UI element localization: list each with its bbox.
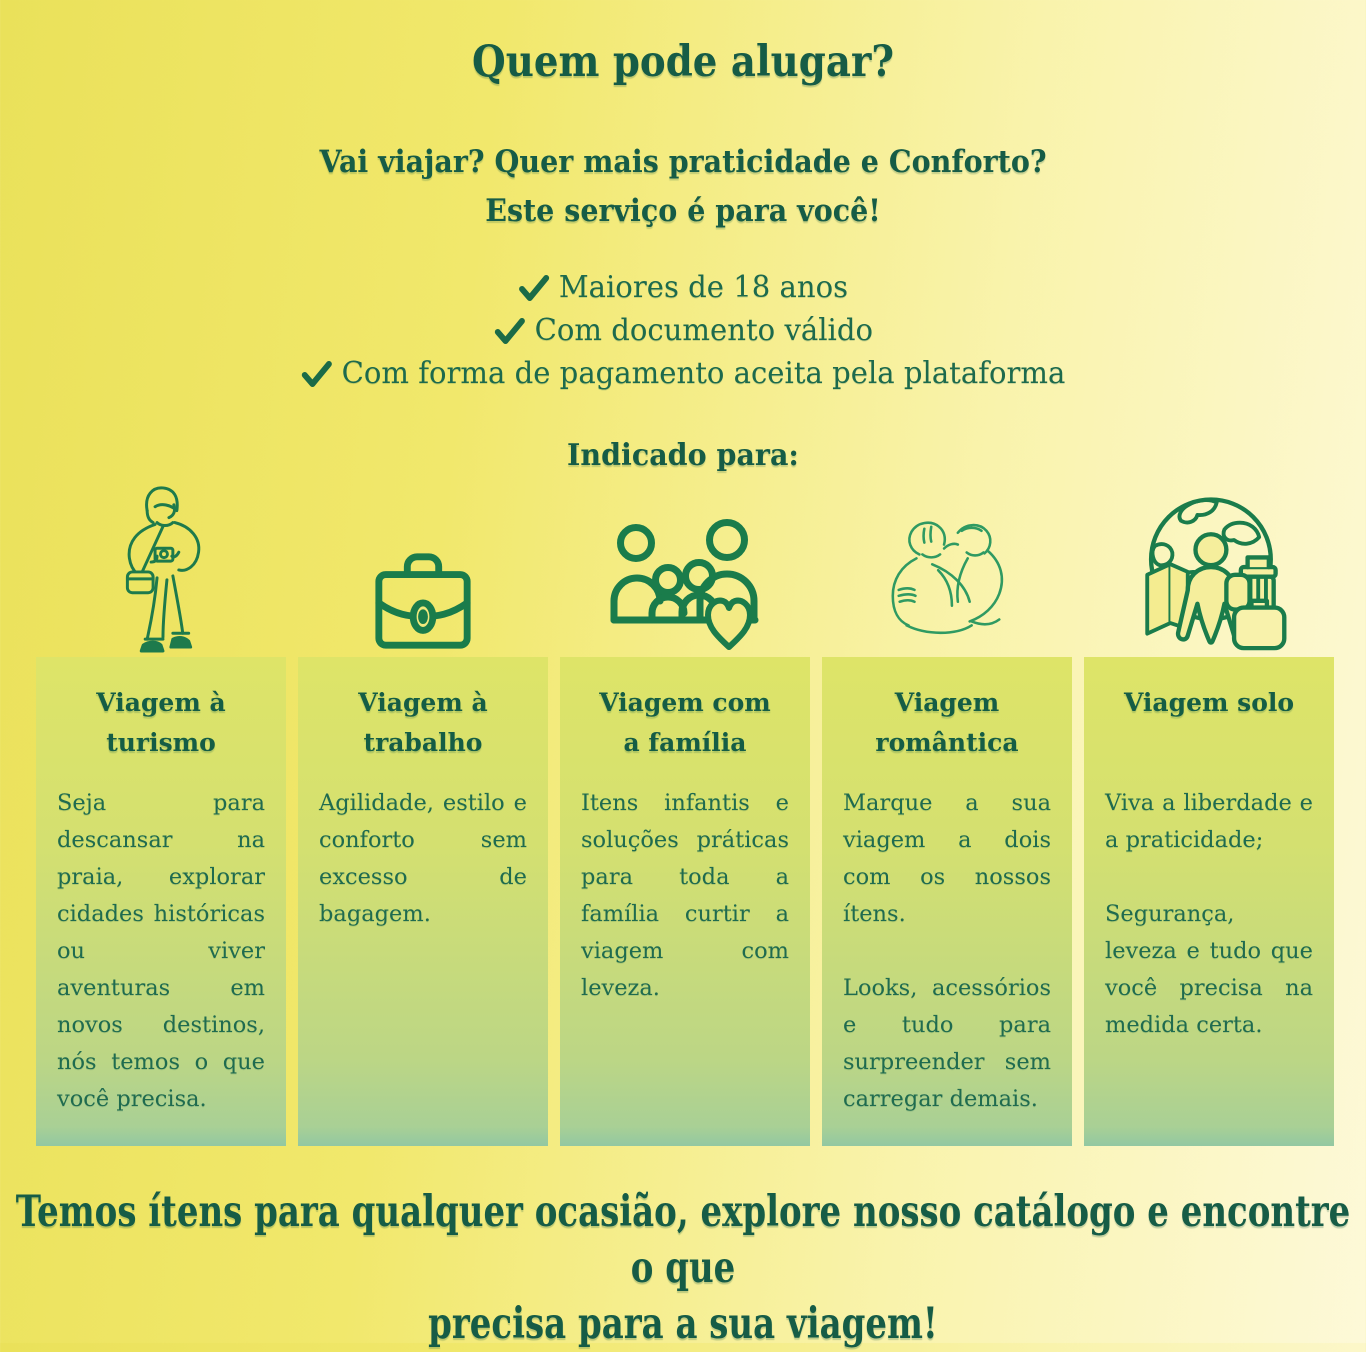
subtitle-line-1: Vai viajar? Quer mais praticidade e Conforto? [319,144,1047,180]
check-icon [301,359,334,389]
card-viagem-trabalho [298,657,548,1146]
icon-cell-turismo [36,483,286,653]
section-heading: Indicado para: [567,438,799,473]
checklist-item-label: Com documento válido [534,313,873,348]
checklist-row [301,356,1066,391]
globe-traveler-icon [1126,485,1292,653]
card-title: Viagem à turismo [96,688,226,757]
subtitle-line-2: Este serviço é para você! [485,193,881,229]
card-paragraph: Itens infantis e soluções práticas para toda a família curtir a viagem com leveza. [581,790,789,1001]
footer-line-1: Temos ítens para qualquer ocasião, explore nosso catálogo e encontre o que [15,1187,1351,1293]
card-viagem-turismo [36,657,286,1146]
card-paragraph: Agilidade, estilo e conforto sem excesso de bagagem. [319,790,527,927]
card-title: Viagem com a família [599,688,771,757]
family-icon [605,519,765,653]
card-paragraph: Viva a liberdade e a praticidade; [1105,790,1313,853]
card-paragraph: Looks, acessórios e tudo para surpreender sem carregar demais. [843,975,1051,1112]
briefcase-icon [371,549,475,653]
checklist-row [493,313,872,348]
couple-hug-icon [872,515,1022,653]
card-title: Viagem romântica [875,688,1019,757]
subtitle [55,138,1312,236]
footer-line-2: precisa para a sua viagem! [428,1299,938,1349]
card-paragraph: Segurança, leveza e tudo que você precisa na medida certa. [1105,901,1313,1038]
card-viagem-familia [560,657,810,1146]
check-icon [493,316,526,346]
tourist-icon [111,483,211,653]
checklist-item-label: Maiores de 18 anos [558,270,848,305]
footer [0,1184,1366,1352]
checklist-item-label: Com forma de pagamento aceita pela plataforma [341,356,1066,391]
checklist [0,270,1366,391]
card-paragraph: Marque a sua viagem a dois com os nossos ítens. [843,790,1051,927]
icon-cell-solo [1084,485,1334,653]
cards-row [36,657,1334,1146]
card-title: Viagem à trabalho [358,688,488,757]
page-title: Quem pode alugar? [471,37,895,87]
icon-cell-romantica [822,515,1072,653]
icon-cell-familia [560,519,810,653]
icon-cell-trabalho [298,549,548,653]
card-viagem-solo [1084,657,1334,1146]
footer-text [0,1184,1366,1352]
checklist-row [518,270,848,305]
card-paragraph: Seja para descansar na praia, explorar cidades históricas ou viver aventuras em novos destinos, nós temos o que você precisa. [57,790,265,1112]
card-title: Viagem solo [1123,688,1295,717]
check-icon [518,273,551,303]
card-viagem-romantica [822,657,1072,1146]
icons-row [36,481,1334,653]
